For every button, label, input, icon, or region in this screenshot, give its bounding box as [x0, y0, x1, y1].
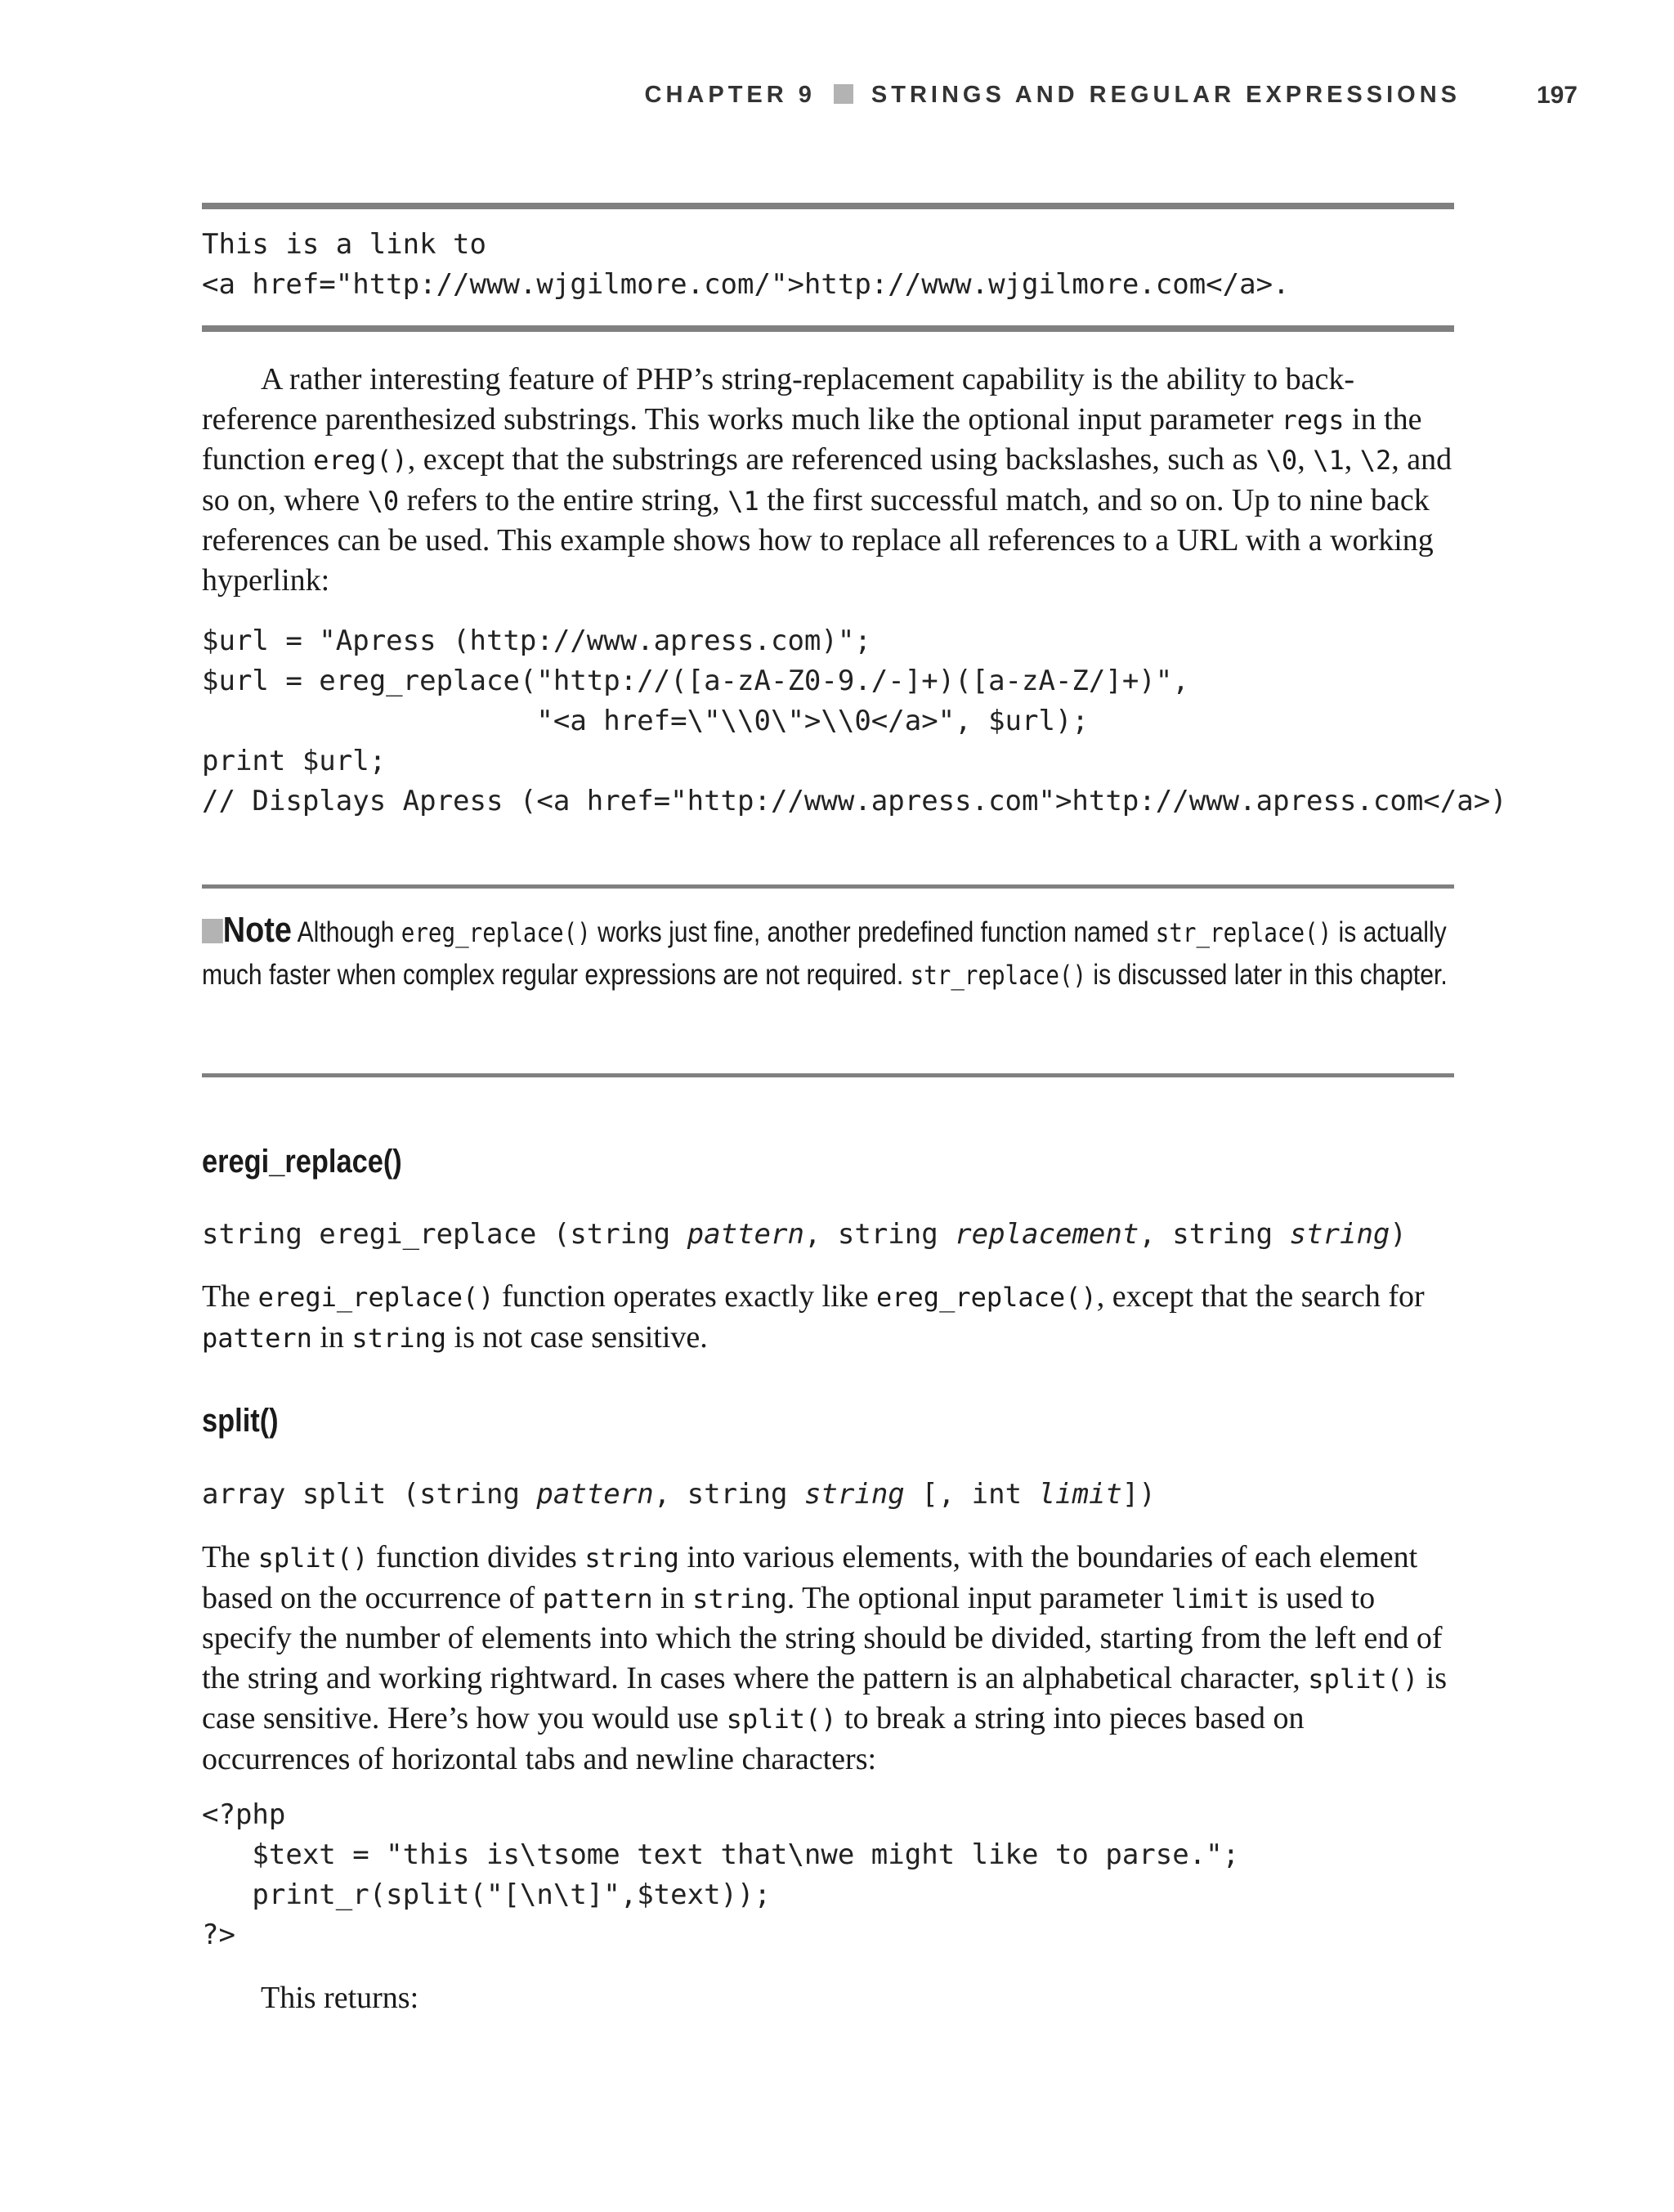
code-rule-top: [202, 203, 1454, 209]
code-line: print_r(split("[\n\t]",$text));: [202, 1878, 771, 1911]
page-number: 197: [1536, 82, 1578, 109]
chapter-heading: [645, 82, 1461, 109]
function-signature: array split (string pattern, string string [, int limit]): [202, 1478, 1156, 1511]
note-square-icon: [202, 919, 223, 943]
code-line: $text = "this is\tsome text that\nwe might like to parse.";: [202, 1838, 1240, 1871]
section-heading: split(): [202, 1403, 279, 1439]
code-rule-bottom: [202, 325, 1454, 332]
code-line: ?>: [202, 1919, 235, 1951]
body-paragraph: The eregi_replace() function operates exactly like ereg_replace(), except that the search for pattern in string is not case sensitive.: [202, 1279, 1425, 1355]
function-signature: string eregi_replace (string pattern, string replacement, string string): [202, 1218, 1407, 1251]
code-line: $url = ereg_replace("http://([a-zA-Z0-9./-]+)([a-zA-Z/]+)",: [202, 665, 1189, 697]
note-rule-bottom: [202, 1073, 1454, 1077]
section-heading: eregi_replace(): [202, 1144, 402, 1180]
note-box: Note Although ereg_replace() works just fine, another predefined function named str_replace() is actually much faster when complex regular expressions are not required. str_replace() is discussed later in this chapter.: [202, 910, 1448, 991]
body-paragraph: The split() function divides string into various elements, with the boundaries of each element based on the occurrence of pattern in string. The optional input parameter limit is used to specify the number of elements into which the string should be divided, starting from the left end of the string and working rightward. In cases where the pattern is an alphabetical character, split() is case sensitive. Here’s how you would use split() to break a string into pieces based on occurrences of horizontal tabs and newline characters:: [202, 1540, 1447, 1776]
code-line: "<a href=\"\\0\">\\0</a>", $url);: [202, 705, 1089, 737]
running-header: [0, 82, 1578, 114]
code-line: // Displays Apress (<a href="http://www.apress.com">http://www.apress.com</a>): [202, 785, 1507, 817]
square-bullet-icon: [834, 84, 853, 104]
code-line: <a href="http://www.wjgilmore.com/">http://www.wjgilmore.com</a>.: [202, 268, 1290, 301]
code-block-split: [202, 1795, 1239, 1955]
chapter-title: STRINGS AND REGULAR EXPRESSIONS: [871, 82, 1461, 108]
code-line: This is a link to: [202, 228, 486, 261]
code-line: print $url;: [202, 745, 387, 777]
chapter-label: CHAPTER 9: [644, 82, 816, 108]
body-paragraph: A rather interesting feature of PHP’s string-replacement capability is the ability to back-reference parenthesized substrings. This works much like the optional input parameter regs in the function ereg(), except that the substrings are referenced using backslashes, such as \0, \1, \2, and so on, where \0 refers to the entire string, \1 the first successful match, and so on. Up to nine back references can be used. This example shows how to replace all references to a URL with a working hyperlink:: [202, 362, 1452, 598]
code-line: $url = "Apress (http://www.apress.com)";: [202, 625, 871, 657]
returns-text: This returns:: [261, 1981, 419, 2015]
code-block-output: [202, 225, 1290, 305]
note-rule-top: [202, 884, 1454, 889]
code-block-ereg-replace: [202, 621, 1507, 822]
note-label: Note: [222, 910, 292, 950]
code-line: <?php: [202, 1798, 286, 1831]
